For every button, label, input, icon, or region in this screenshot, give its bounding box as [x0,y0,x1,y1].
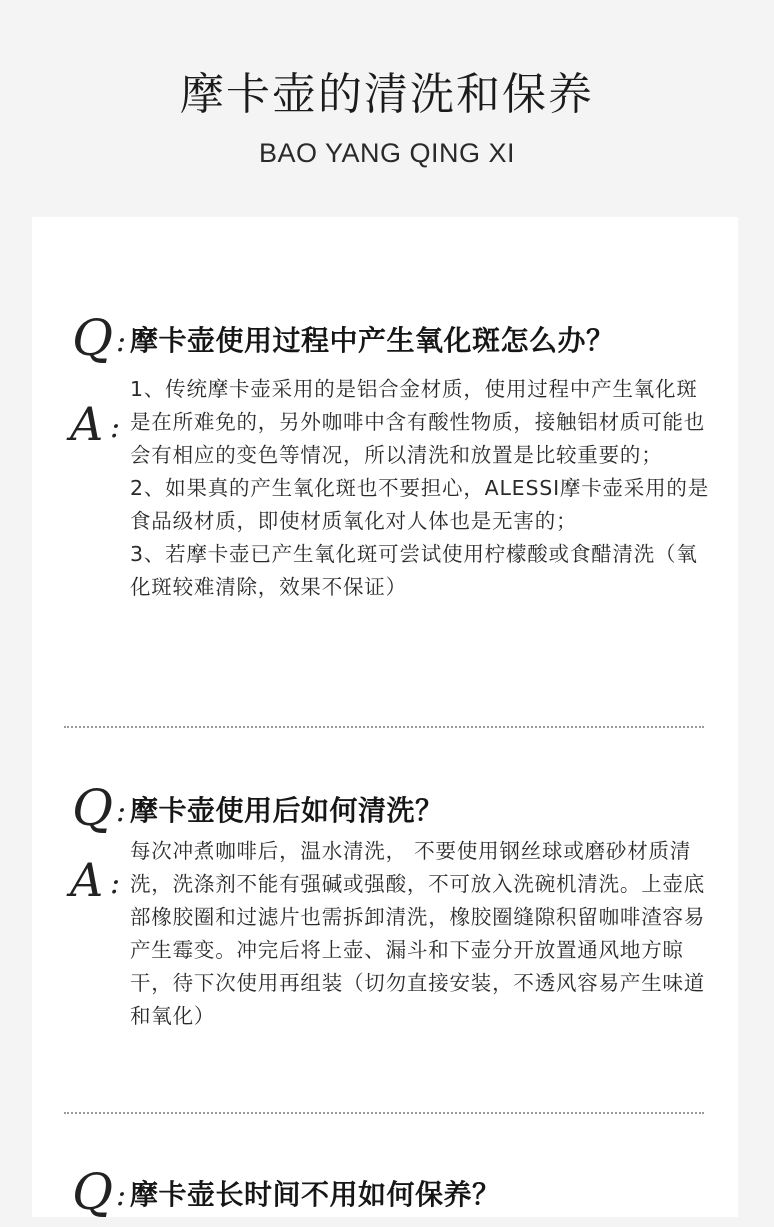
question-row [32,309,738,373]
question-colon: : [116,794,127,829]
question-marker: Q [72,1163,113,1221]
answer-marker: A [70,853,104,907]
answer-marker: A [70,397,104,451]
answer-paragraph: 1、传统摩卡壶采用的是铝合金材质，使用过程中产生氧化斑是在所难免的，另外咖啡中含有酸性物质，接触铝材质可能也会有相应的变色等情况，所以清洗和放置是比较重要的； [130,377,706,467]
qa-card [32,217,738,1221]
question-text: 摩卡壶使用过程中产生氧化斑怎么办？ [130,324,615,357]
answer-colon: : [110,866,121,901]
answer-text [130,835,710,1033]
answer-paragraph: 2、如果真的产生氧化斑也不要担心，ALESSI摩卡壶采用的是食品级材质，即使材质氧化对人体也是无害的； [130,476,710,533]
answer-paragraph: 每次冲煮咖啡后，温水清洗， 不要使用钢丝球或磨砂材质清洗，洗涤剂不能有强碱或强酸，不可放入洗碗机清洗。上壶底部橡胶圈和过滤片也需拆卸清洗，橡胶圈缝隙积留咖啡渣容易产生霉变。冲完后将上壶、漏斗和下壶分开放置通风地方晾干，待下次使用再组装（切勿直接安装，不透风容易产生味道和氧化） [130,839,706,1028]
page-title: 摩卡壶的清洗和保养 [180,69,594,120]
question-row [32,779,738,843]
question-text: 摩卡壶使用后如何清洗？ [130,794,444,827]
question-marker: Q [72,309,113,367]
answer-paragraph: 3、若摩卡壶已产生氧化斑可尝试使用柠檬酸或食醋清洗（氧化斑较难清除，效果不保证） [130,542,698,599]
answer-colon: : [110,410,121,445]
question-text: 摩卡壶长时间不用如何保养？ [130,1178,501,1211]
question-row [32,1163,738,1227]
question-colon: : [116,1178,127,1213]
dotted-divider [64,726,704,728]
question-marker: Q [72,779,113,837]
dotted-divider [64,1112,704,1114]
answer-text [130,373,710,604]
page-subtitle: BAO YANG QING XI [258,138,516,168]
question-colon: : [116,324,127,359]
